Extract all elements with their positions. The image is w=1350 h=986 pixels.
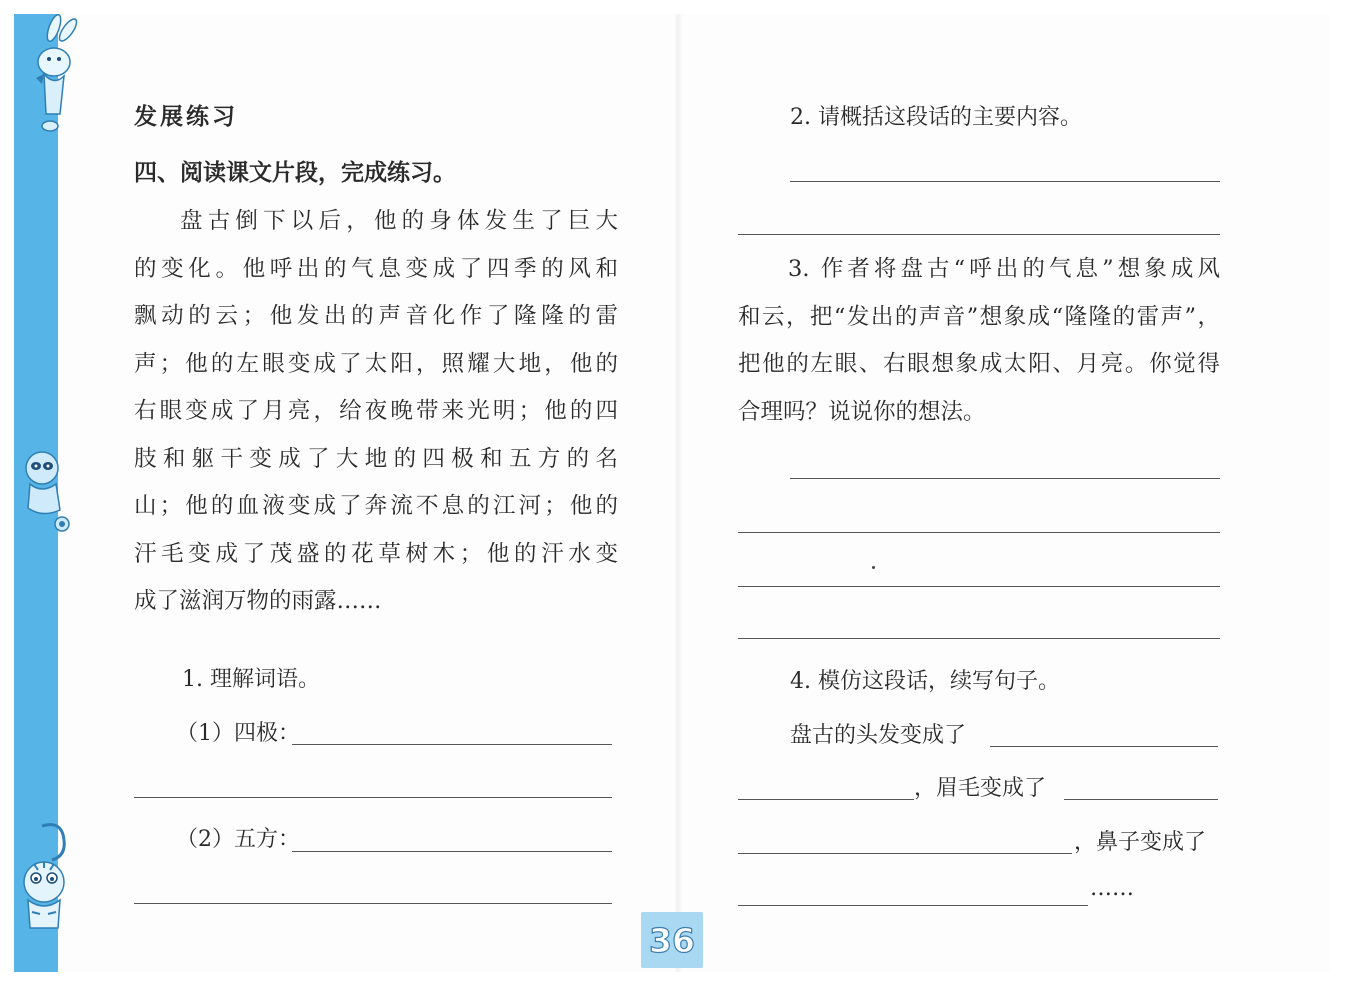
sub3-line: 把他的左眼、右眼想象成太阳、月亮。你觉得 xyxy=(738,351,1220,377)
sub4-row2-text: ，眉毛变成了 xyxy=(914,776,1047,801)
answer-line-summary-1[interactable] xyxy=(790,181,1220,182)
passage-line: 成了滋润万物的雨露…… xyxy=(134,588,382,614)
answer-line-opinion-4[interactable] xyxy=(738,638,1220,639)
stray-mark xyxy=(872,566,875,569)
sub1-label: 1. 理解词语。 xyxy=(182,667,320,692)
question-title: 四、阅读课文片段，完成练习。 xyxy=(134,160,456,186)
answer-line-nose[interactable] xyxy=(738,905,1088,906)
answer-line-opinion-1[interactable] xyxy=(790,478,1220,479)
passage-line: 汗毛变成了茂盛的花草树木；他的汗水变 xyxy=(134,540,618,567)
answer-line-wufang-2[interactable] xyxy=(134,903,612,904)
answer-line-opinion-3[interactable] xyxy=(738,586,1220,587)
book-gutter xyxy=(674,14,682,972)
sub4-row1-text: 盘古的头发变成了 xyxy=(790,723,967,748)
page-number-badge: 36 xyxy=(641,912,703,968)
raccoon-icon xyxy=(12,444,78,534)
passage-line: 的变化。他呼出的气息变成了四季的风和 xyxy=(134,255,618,282)
sub1-item1-label: （1）四极： xyxy=(176,721,300,746)
passage-line: 肢和躯干变成了大地的四极和五方的名 xyxy=(134,445,618,472)
answer-line-brow[interactable] xyxy=(1064,799,1218,800)
answer-line-hair-2[interactable] xyxy=(738,799,914,800)
section-title: 发展练习 xyxy=(134,104,238,130)
sub1-item2-label: （2）五方： xyxy=(176,827,300,852)
answer-line-brow-2[interactable] xyxy=(738,853,1072,854)
sub4-label: 4. 模仿这段话，续写句子。 xyxy=(790,669,1060,694)
answer-line-siji-2[interactable] xyxy=(134,797,612,798)
rabbit-icon xyxy=(14,14,84,134)
sub4-row4-text: …… xyxy=(1090,876,1134,901)
tiger-icon xyxy=(12,816,78,936)
answer-line-opinion-2[interactable] xyxy=(738,532,1220,533)
sub3-question xyxy=(738,246,1220,436)
sub3-line: 合理吗？说说你的想法。 xyxy=(738,398,986,425)
passage-line: 盘古倒下以后，他的身体发生了巨大 xyxy=(180,208,618,234)
passage-line: 声；他的左眼变成了太阳，照耀大地，他的 xyxy=(134,350,618,377)
passage-line: 飘动的云；他发出的声音化作了隆隆的雷 xyxy=(134,303,618,329)
passage xyxy=(134,198,618,626)
answer-line-wufang[interactable] xyxy=(292,851,612,852)
sub3-line: 和云，把“发出的声音”想象成“隆隆的雷声”， xyxy=(738,303,1220,330)
sub4-row3-text: ，鼻子变成了 xyxy=(1074,830,1207,855)
answer-line-siji[interactable] xyxy=(292,744,612,745)
answer-line-summary-2[interactable] xyxy=(738,234,1220,235)
answer-line-hair[interactable] xyxy=(990,746,1218,747)
sub3-line: 3. 作者将盘古“呼出的气息”想象成风 xyxy=(788,256,1220,282)
sub2-label: 2. 请概括这段话的主要内容。 xyxy=(790,105,1082,130)
passage-line: 山；他的血液变成了奔流不息的江河；他的 xyxy=(134,493,618,519)
passage-line: 右眼变成了月亮，给夜晚带来光明；他的四 xyxy=(134,398,618,424)
